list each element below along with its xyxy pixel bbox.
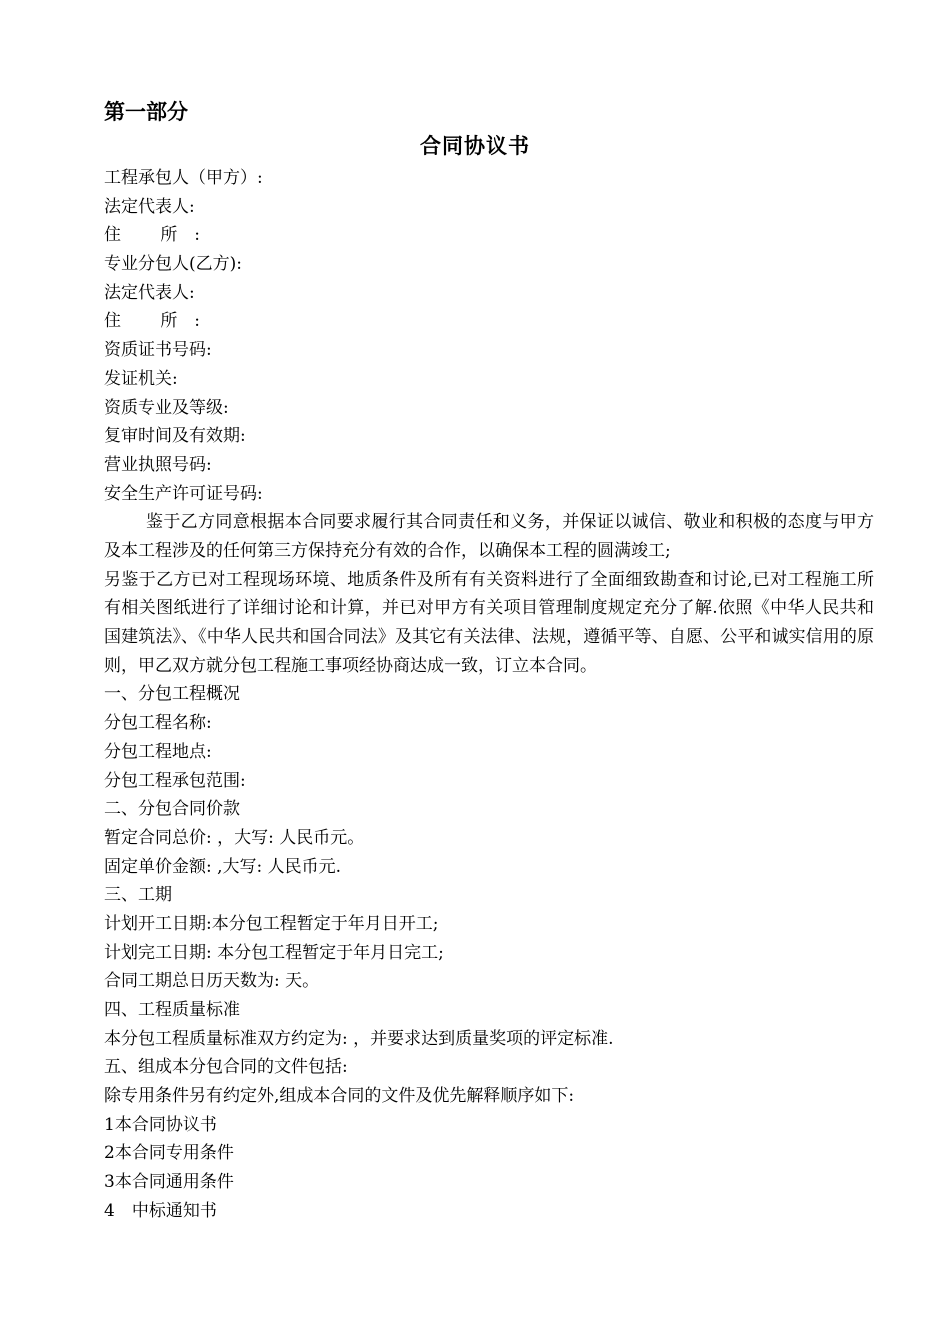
document-item-4: 4 中标通知书 [104,1200,217,1221]
subcontractor-line: 专业分包人(乙方): [104,254,242,275]
planned-start-line: 计划开工日期:本分包工程暂定于年月日开工; [104,913,439,934]
document-item-1: 1本合同协议书 [104,1114,217,1135]
safety-permit-line: 安全生产许可证号码: [104,483,263,504]
contractor-rep-line: 法定代表人: [104,196,195,217]
document-title: 合同协议书 [420,134,530,158]
section-5-title: 五、组成本分包合同的文件包括: [104,1057,348,1078]
total-days-line: 合同工期总日历天数为: 天。 [104,971,320,992]
review-period-line: 复审时间及有效期: [104,426,246,447]
part-heading: 第一部分 [104,100,188,124]
cert-number-line: 资质证书号码: [104,340,212,361]
quality-standard-line: 本分包工程质量标准双方约定为: ，并要求达到质量奖项的评定标准. [104,1028,614,1049]
unit-price-line: 固定单价金额: ,大写: 人民币元. [104,856,342,877]
section-4-title: 四、工程质量标准 [104,1000,240,1021]
subcontractor-address-line [104,307,874,336]
contractor-address-line [104,221,874,250]
preamble-paragraph-1: 鉴于乙方同意根据本合同要求履行其合同责任和义务，并保证以诚信、敬业和积极的态度与甲方及本工程涉及的任何第三方保持充分有效的合作，以确保本工程的圆满竣工; [104,512,874,561]
address-label: 住 所: [104,225,200,246]
section-1-title: 一、分包工程概况 [104,684,240,705]
contractor-line: 工程承包人（甲方）: [104,168,263,188]
document-body [104,164,874,1226]
subproject-name-line: 分包工程名称: [104,713,212,734]
section-3-title: 三、工期 [104,885,172,906]
license-number-line: 营业执照号码: [104,454,212,475]
address-label: 住 所: [104,311,200,332]
document-order-intro: 除专用条件另有约定外,组成本合同的文件及优先解释顺序如下: [104,1086,575,1107]
document-item-2: 2本合同专用条件 [104,1143,234,1164]
contract-total-line: 暂定合同总价: ，大写: 人民币元。 [104,827,365,848]
qualification-line: 资质专业及等级: [104,397,229,418]
document-item-3: 3本合同通用条件 [104,1172,234,1193]
issuer-line: 发证机关: [104,368,178,389]
planned-end-line: 计划完工日期: 本分包工程暂定于年月日完工; [104,942,444,963]
subproject-scope-line: 分包工程承包范围: [104,770,246,791]
section-2-title: 二、分包合同价款 [104,799,240,820]
preamble-paragraph-2: 另鉴于乙方已对工程现场环境、地质条件及所有有关资料进行了全面细致勘查和讨论,已对工程施工所有相关图纸进行了详细讨论和计算，并已对甲方有关项目管理制度规定充分了解.依照《中华人民共和国建筑法》、《中华人民共和国合同法》及其它有关法律、法规，遵循平等、自愿、公平和诚实信用的原则，甲乙双方就分包工程施工事项经协商达成一致，订立本合同。 [104,569,874,676]
subcontractor-rep-line: 法定代表人: [104,282,195,303]
subproject-location-line: 分包工程地点: [104,741,212,762]
